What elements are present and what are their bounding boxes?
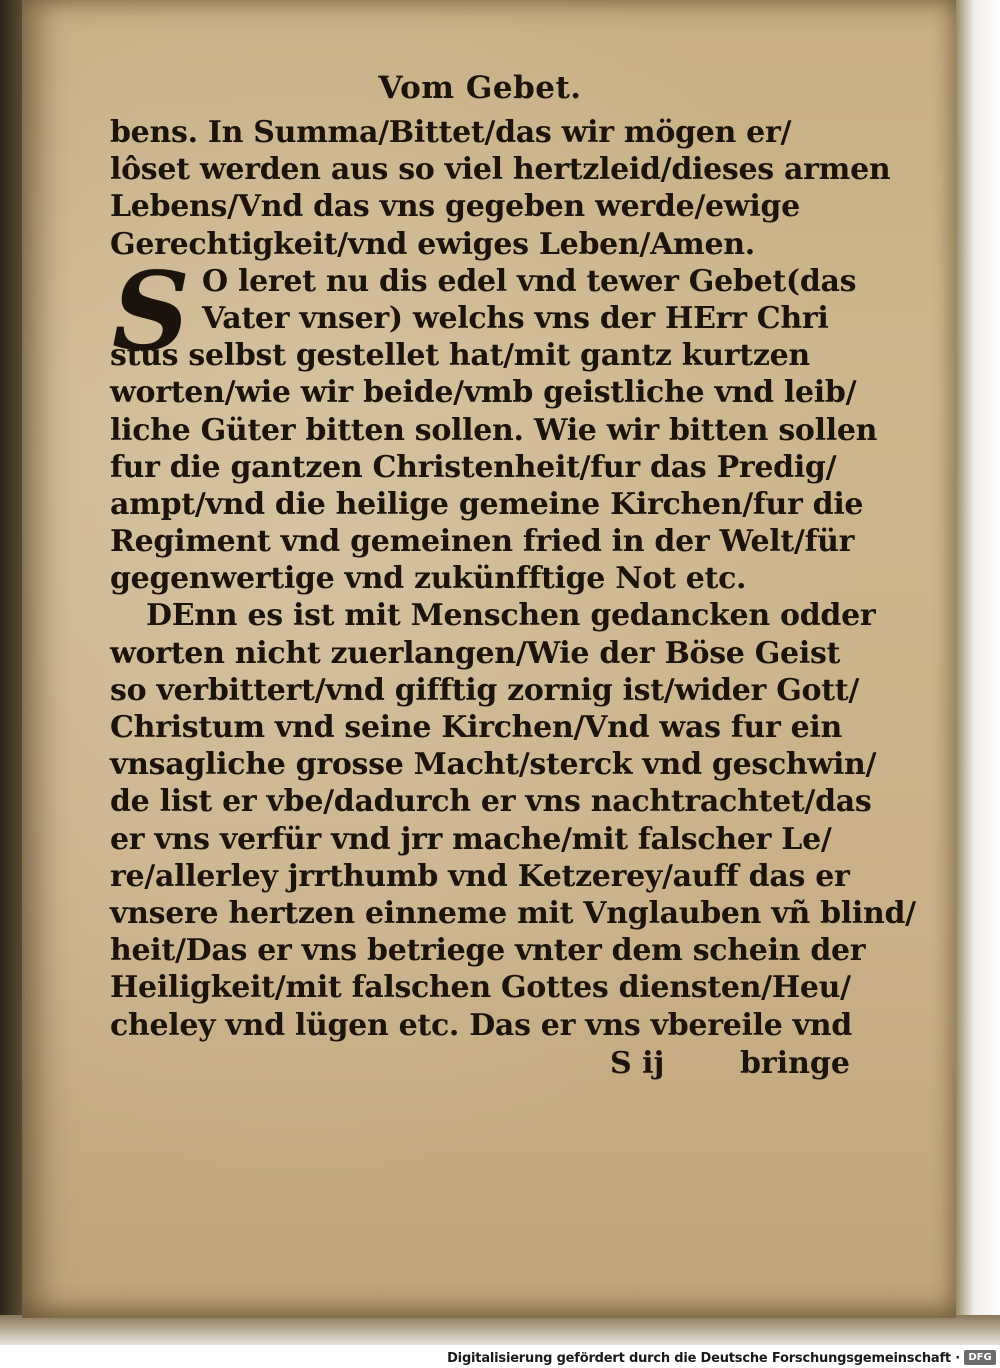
text-line: re/allerley jrrthumb vnd Ketzerey/auff das er <box>110 858 850 894</box>
text-line: ampt/vnd die heilige gemeine Kirchen/fur die <box>110 486 864 522</box>
text-line: so verbittert/vnd gifftig zornig ist/wider Gott/ <box>110 672 860 708</box>
text-line: de list er vbe/dadurch er vns nachtrachtet/das <box>110 784 872 820</box>
text-line: er vns verfür vnd jrr mache/mit falscher Le/ <box>110 821 832 857</box>
running-header: Vom Gebet. <box>378 70 582 106</box>
dfg-logo-icon: DFG <box>964 1350 996 1365</box>
funding-notice: Digitalisierung gefördert durch die Deutsche Forschungsgemeinschaft · <box>447 1351 960 1366</box>
book-page <box>22 0 956 1318</box>
paragraph-1 <box>110 114 891 263</box>
text-line: gegenwertige vnd zukünfftige Not etc. <box>110 561 747 597</box>
text-line: Christum vnd seine Kirchen/Vnd was fur ein <box>110 710 842 745</box>
text-line: worten/wie wir beide/vmb geistliche vnd leib/ <box>110 375 857 411</box>
paragraph-2 <box>110 248 878 598</box>
text-line: Heiligkeit/mit falschen Gottes diensten/Heu/ <box>110 970 851 1006</box>
text-block <box>110 70 916 1086</box>
text-line: lôset werden aus so viel hertzleid/dieses armen <box>110 152 891 188</box>
text-line: Lebens/Vnd das vns gegeben werde/ewige <box>110 189 800 225</box>
footer-bar <box>0 1345 1000 1368</box>
text-line: DEnn es ist mit Menschen gedancken odder <box>146 598 876 634</box>
text-line: Regiment vnd gemeinen fried in der Welt/für <box>110 524 855 560</box>
text-line: liche Güter bitten sollen. Wie wir bitten sollen <box>110 412 878 448</box>
scan-left-edge <box>0 0 22 1345</box>
text-line: Gerechtigkeit/vnd ewiges Leben/Amen. <box>110 226 755 262</box>
text-line: Vater vnser) welchs vns der HErr Chri <box>202 300 829 336</box>
signature-mark: S ij <box>610 1045 665 1081</box>
catchword: bringe <box>739 1045 850 1081</box>
page-foot <box>110 1046 850 1086</box>
text-line: bens. In Summa/Bittet/das wir mögen er/ <box>110 115 792 150</box>
scan-bottom-edge <box>0 1315 1000 1345</box>
text-line: cheley vnd lügen etc. Das er vns vbereile vnd <box>110 1007 852 1043</box>
text-line: vnsere hertzen einneme mit Vnglauben vñ blind/ <box>110 895 916 931</box>
scan-right-edge <box>956 0 1000 1345</box>
text-line: O leret nu dis edel vnd tewer Gebet(das <box>202 263 857 299</box>
text-line: fur die gantzen Christenheit/fur das Predig/ <box>110 449 837 485</box>
text-line: vnsagliche grosse Macht/sterck vnd geschwin/ <box>110 747 877 783</box>
text-line: worten nicht zuerlangen/Wie der Böse Geist <box>110 635 841 671</box>
text-line: stus selbst gestellet hat/mit gantz kurtzen <box>110 338 810 374</box>
paragraph-3 <box>110 597 916 1043</box>
decorated-initial: S <box>112 248 190 375</box>
text-line: heit/Das er vns betriege vnter dem schein der <box>110 933 866 969</box>
